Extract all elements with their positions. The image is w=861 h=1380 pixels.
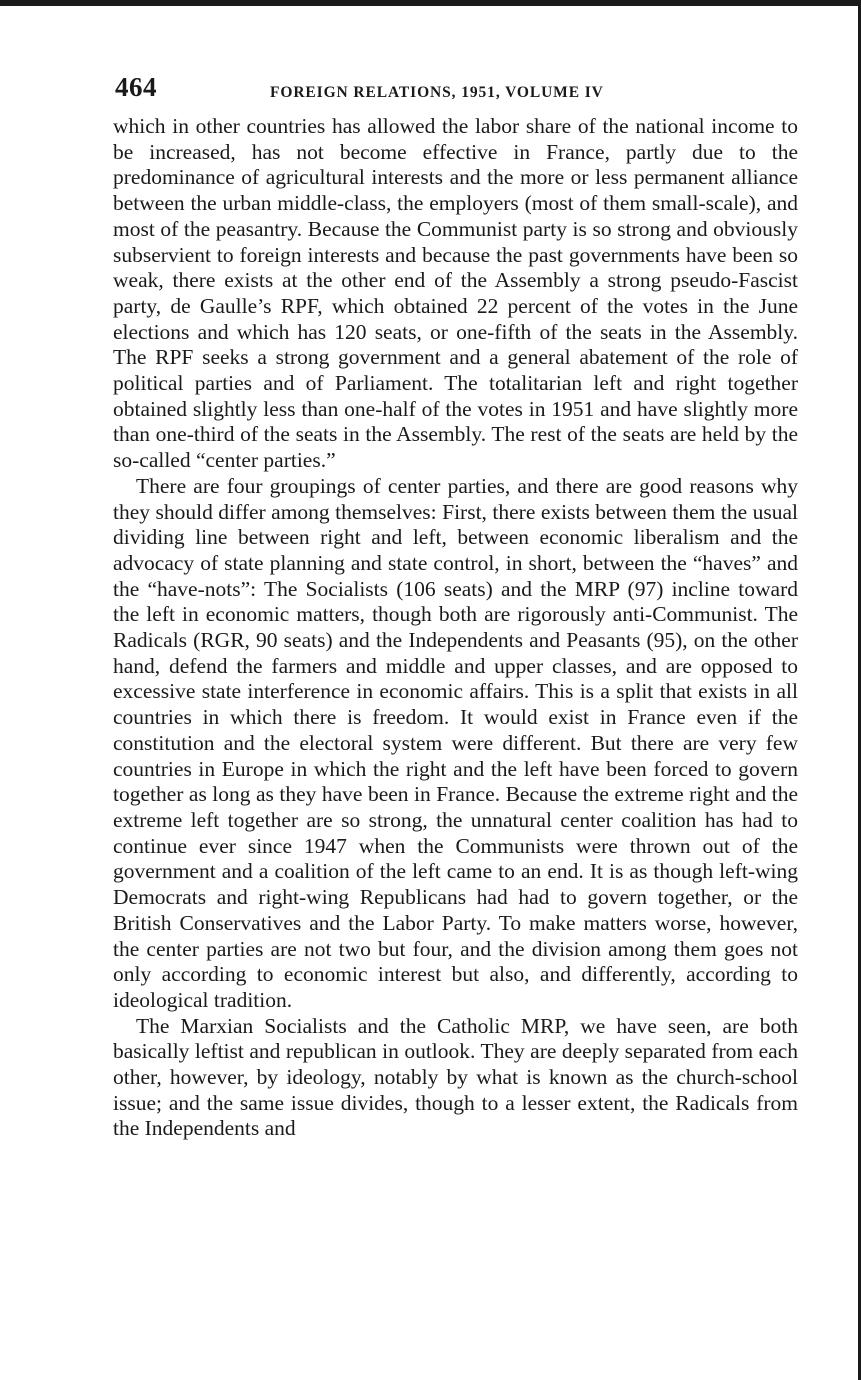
paragraph-center-parties: There are four groupings of center parties, and there are good reasons why they should differ among themselves: First, there exists between them the usual dividing line between right and left, between economic liberalism and the advocacy of state planning and state control, in short, between the “haves” and the “have-nots”: The Socialists (106 seats) and the MRP (97) incline toward the left in economic matters, though both are rigorously anti-Communist. The Radicals (RGR, 90 seats) and the Independents and Peasants (95), on the other hand, defend the farmers and middle and upper classes, and are opposed to excessive state interference in economic affairs. This is a split that exists in all countries in which there is freedom. It would exist in France even if the constitution and the electoral system were different. But there are very few countries in Europe in which the right and the left have been forced to govern together as long as they have been in France. Because the extreme right and the extreme left together are so strong, the unnatural center coalition has had to continue ever since 1947 when the Communists were thrown out of the government and a coalition of the left came to an end. It is as though left-wing Democrats and right-wing Republicans had had to govern together, or the British Conservatives and the Labor Party. To make matters worse, however, the center parties are not two but four, and the division among them goes not only according to economic interest but also, and differently, according to ideological tradition. [113,473,798,1012]
page-number: 464 [115,72,157,102]
paragraph-socialists-mrp: The Marxian Socialists and the Catholic MRP, we have seen, are both basically leftist and republican in outlook. They are deeply separated from each other, however, by ideology, notably by what is known as the church-school issue; and the same issue divides, though to a lesser extent, the Radicals from the Independents and [113,1013,798,1141]
paragraph-continued: which in other countries has allowed the labor share of the national income to be increased, has not become effective in France, partly due to the predominance of agricultural interests and the more or less permanent alliance between the urban middle-class, the employers (most of them small-scale), and most of the peasantry. Because the Communist party is so strong and obviously subservient to foreign interests and because the past governments have been so weak, there exists at the other end of the Assembly a strong pseudo-Fascist party, de Gaulle’s RPF, which obtained 22 percent of the votes in the June elections and which has 120 seats, or one-fifth of the seats in the Assembly. The RPF seeks a strong government and a general abatement of the role of political parties and of Parliament. The totalitarian left and right together obtained slightly less than one-half of the votes in 1951 and have slightly more than one-third of the seats in the Assembly. The rest of the seats are held by the so-called “center parties.” [113,114,798,473]
running-header-title: FOREIGN RELATIONS, 1951, VOLUME IV [270,84,604,101]
body-text [113,114,798,1142]
scan-top-border [0,0,861,6]
document-page [113,70,798,1142]
running-header [113,70,798,114]
